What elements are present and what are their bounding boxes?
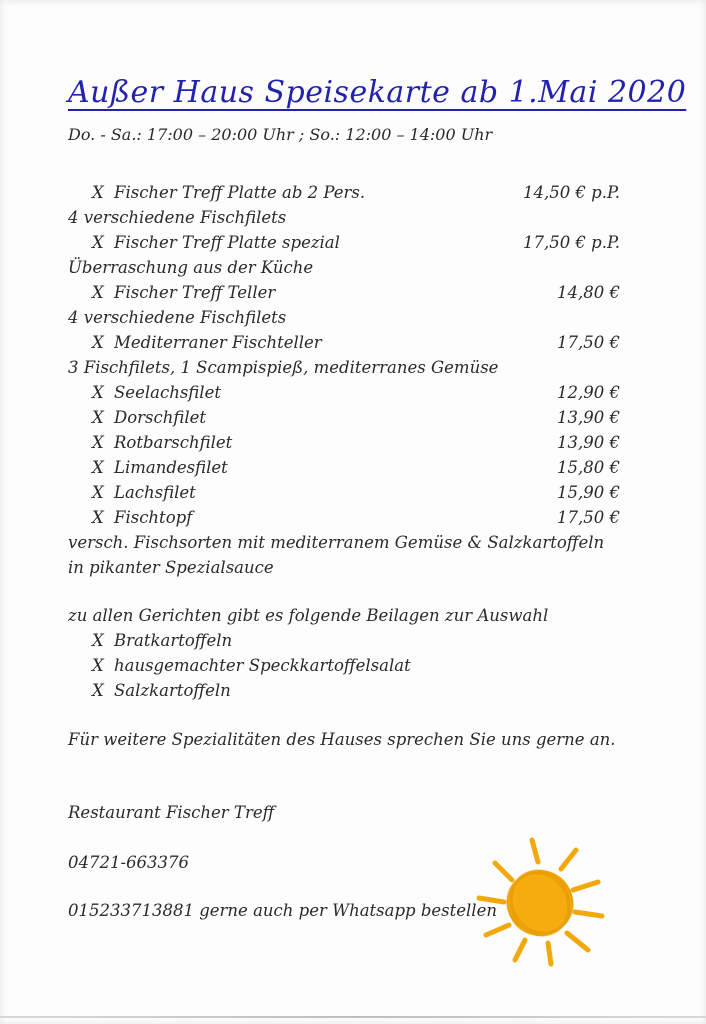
side-name: Salzkartoffeln — [114, 680, 231, 700]
menu-item-row — [68, 180, 620, 205]
item-marker: X — [92, 482, 104, 502]
item-marker: X — [92, 630, 104, 650]
menu-item-row — [68, 455, 620, 480]
item-marker: X — [92, 282, 104, 302]
item-price: 14,50 € p.P. — [522, 182, 620, 202]
menu-item-row — [68, 330, 620, 355]
side-item-row — [68, 653, 620, 678]
menu-item-row — [68, 430, 620, 455]
item-name: Fischer Treff Platte spezial — [114, 232, 340, 252]
phone-number: 04721-663376 — [68, 852, 190, 872]
opening-hours: Do. - Sa.: 17:00 – 20:00 Uhr ; So.: 12:00 – 14:00 Uhr — [68, 124, 493, 144]
item-name: Dorschfilet — [114, 407, 207, 427]
item-marker: X — [92, 332, 104, 352]
side-item-row — [68, 678, 620, 703]
menu-item-row — [68, 505, 620, 530]
side-name: Bratkartoffeln — [114, 630, 233, 650]
item-note: 4 verschiedene Fischfilets — [68, 207, 287, 227]
item-marker: X — [92, 432, 104, 452]
item-marker: X — [92, 457, 104, 477]
sides-intro: zu allen Gerichten gibt es folgende Beilagen zur Auswahl — [68, 605, 549, 625]
menu-item-row — [68, 230, 620, 255]
item-name: Rotbarschfilet — [114, 432, 233, 452]
item-name: Fischtopf — [114, 507, 193, 527]
item-price: 13,90 € — [557, 432, 620, 452]
menu-item-row — [68, 480, 620, 505]
item-note: Überraschung aus der Küche — [68, 257, 314, 277]
item-marker: X — [92, 407, 104, 427]
restaurant-name: Restaurant Fischer Treff — [68, 802, 275, 822]
item-note: versch. Fischsorten mit mediterranem Gemüse & Salzkartoffeln in pikanter Spezialsauce — [68, 532, 605, 577]
item-price: 17,50 € — [557, 332, 620, 352]
item-note: 4 verschiedene Fischfilets — [68, 307, 287, 327]
page-title: Außer Haus Speisekarte ab 1.Mai 2020 — [68, 75, 687, 110]
item-marker: X — [92, 680, 104, 700]
side-name: hausgemachter Speckkartoffelsalat — [114, 655, 411, 675]
item-note: 3 Fischfilets, 1 Scampispieß, mediterranes Gemüse — [68, 357, 499, 377]
item-price: 15,80 € — [557, 457, 620, 477]
item-name: Fischer Treff Platte ab 2 Pers. — [114, 182, 366, 202]
specialties-note: Für weitere Spezialitäten des Hauses sprechen Sie uns gerne an. — [68, 729, 616, 749]
item-name: Seelachsfilet — [114, 382, 221, 402]
item-price: 15,90 € — [557, 482, 620, 502]
side-item-row — [68, 628, 620, 653]
item-price: 17,50 € p.P. — [522, 232, 620, 252]
item-name: Lachsfilet — [114, 482, 196, 502]
item-name: Limandesfilet — [114, 457, 228, 477]
mobile-whatsapp-number: 015233713881 gerne auch per Whatsapp bestellen — [68, 900, 497, 920]
item-price: 17,50 € — [557, 507, 620, 527]
item-marker: X — [92, 182, 104, 202]
item-marker: X — [92, 507, 104, 527]
item-marker: X — [92, 232, 104, 252]
item-name: Fischer Treff Teller — [114, 282, 276, 302]
item-name: Mediterraner Fischteller — [114, 332, 322, 352]
menu-item-row — [68, 280, 620, 305]
item-price: 13,90 € — [557, 407, 620, 427]
menu-item-row — [68, 405, 620, 430]
menu-item-row — [68, 380, 620, 405]
item-price: 14,80 € — [557, 282, 620, 302]
sun-icon — [468, 832, 618, 972]
item-marker: X — [92, 655, 104, 675]
item-marker: X — [92, 382, 104, 402]
item-price: 12,90 € — [557, 382, 620, 402]
